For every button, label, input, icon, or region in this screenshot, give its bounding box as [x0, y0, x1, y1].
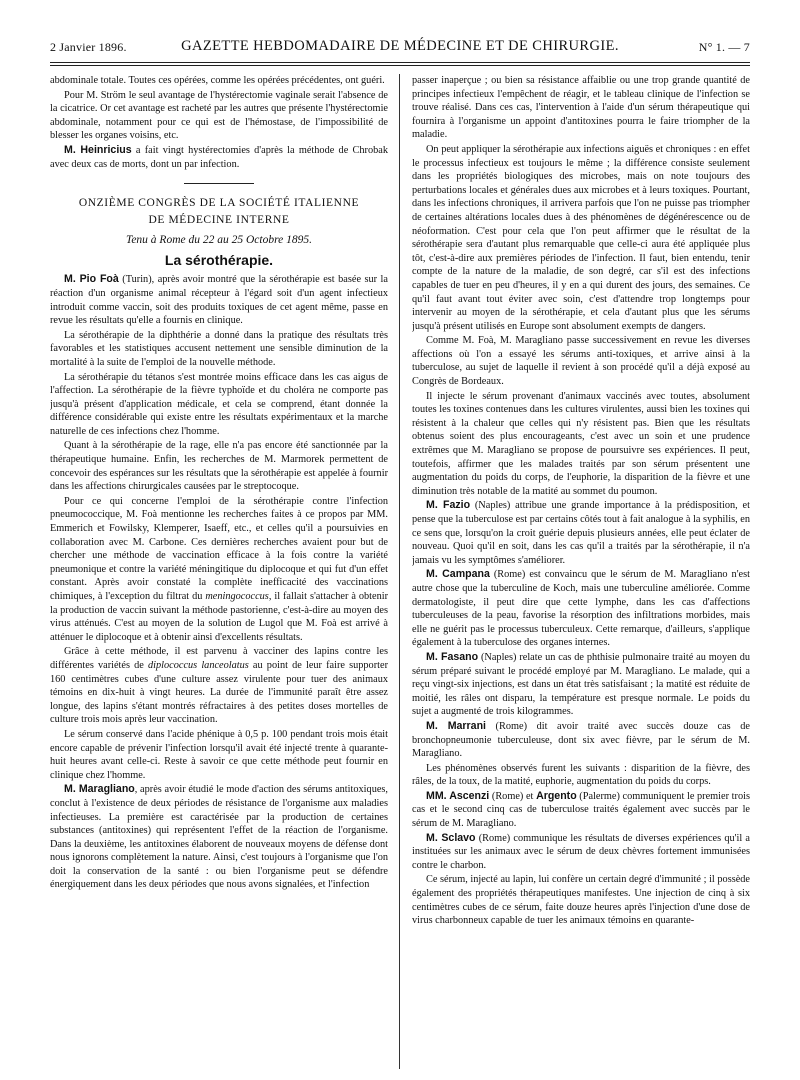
header-title: GAZETTE HEBDOMADAIRE DE MÉDECINE ET DE CHIRURGIE.	[181, 38, 619, 54]
paragraph-text: au point de leur faire supporter 160 centimètres cubes d'une culture assez virulente pour tuer des animaux témoins en dix-huit à vingt heures. La durée de l'immunité paraît être assez longue, des lapins s'étant montrés réfractaires à des petites doses mortelles de culture trois mois après leur vaccination.	[50, 659, 388, 726]
paragraph	[50, 273, 388, 327]
speaker-name: M. Marrani	[426, 719, 486, 732]
paragraph	[412, 499, 750, 567]
section-subtitle: Tenu à Rome du 22 au 25 Octobre 1895.	[125, 234, 312, 247]
paragraph: Ce sérum, injecté au lapin, lui confère un certain degré d'immunité ; il possède également des propriétés thérapeutiques manifestes. Une injection de cinq à six centimètres cubes de ce sérum, faite douze heures après l'injection d'une dose de virus charbonneux capable de tuer les animaux témoins en quarante-	[412, 874, 750, 927]
paragraph	[50, 144, 388, 171]
header-date: 2 Janvier 1896.	[50, 40, 127, 54]
paragraph-text: , après avoir étudié le mode d'action des sérums antitoxiques, conclut à l'existence de deux périodes de résistance de l'organisme aux maladies infectieuses. La première est caractérisée par la production de certaines substances (antitoxines) qui représentent l'effet de la réaction de l'organisme. Dans la deuxième, les antitoxines élaborent de nouveaux moyens de défense dont nous ignorons complètement la nature. Ainsi, c'est toujours à l'organisme que l'on doit la conservation de la santé : ou bien l'organisme peut se défendre énergiquement dans les deux périodes que nous avons signalées, et l'infection	[50, 784, 388, 891]
paragraph: Quant à la sérothérapie de la rage, elle n'a pas encore été sanctionnée par la thérapeutique humaine. Enfin, les recherches de M. Marmorek permettent de concevoir des espérances sur les résultats que la sérothérapie est appelée à fournir dans les affections chirurgicales causées par le streptocoque.	[50, 440, 388, 493]
paragraph	[412, 832, 750, 873]
paragraph-text: (Rome) est convaincu que le sérum de M. Maragliano n'est autre chose que la tuberculine de Koch, mais une tuberculine améliorée. Comme dermatologiste, il peut dire que cette lymphe, dans les cas d'affections tuberculeuses de la peau, favorise la résorption des infiltrations morbides, mais elle ne guérit pas le processus tuberculeux. Cette remarque, d'ailleurs, s'applique également à la tuberculose des organes internes.	[412, 569, 750, 649]
speaker-name: M. Pio Foà	[64, 273, 119, 286]
paragraph: Pour M. Ström le seul avantage de l'hystérectomie vaginale serait l'absence de la cicatrice. Or cet avantage est racheté par les autres que présente l'hystérectomie abdominale, notamment pour ce qui est de l'hémostase, de l'impossibilité de blesser les organes voisins, etc.	[50, 89, 388, 142]
section-title-line-2: DE MÉDECINE INTERNE	[148, 214, 290, 227]
speaker-name: M. Maragliano	[64, 783, 135, 796]
paragraph: passer inaperçue ; ou bien sa résistance affaiblie ou une trop grande quantité de principes infectieux l'empêchent de réagir, et le tableau clinique de l'infection se trouve réalisé. Dans ces cas, l'intervention à l'aide d'un sérum thérapeutique qui fournira à l'organisme un appoint d'antitoxines pourra le faire triompher de la maladie.	[412, 75, 750, 141]
paragraph-text: (Rome) et	[489, 790, 537, 802]
speaker-name: M. Fazio	[426, 499, 471, 512]
section-title: ONZIÈME CONGRÈS DE LA SOCIÉTÉ ITALIENNE	[78, 197, 360, 210]
paragraph: Comme M. Foà, M. Maragliano passe successivement en revue les diverses affections où l'on a essayé les sérums anti-toxiques, et arrive ainsi à la tuberculose, au sujet de laquelle il revient à son procédé qu'il a déjà exposé au Congrès de Bordeaux.	[412, 335, 750, 388]
paragraph-text: Pour ce qui concerne l'emploi de la sérothérapie contre l'infection pneumococcique, M. Foà mentionne les recherches faites à ce propos par MM. Emmerich et Fowilsky, Klemperer, Isaeff, etc., et celles qu'il a poursuivies en collaboration avec M. Carbone. Ces dernières recherches avaient pour but de chercher une méthode de vaccination efficace à la fois contre la variété pneumonique et contre la variété méningitique du diplocoque et qui fut d'un effet constant. Après avoir constaté la complète inefficacité des vaccinations chimiques, à l'exception du filtrat du	[50, 495, 388, 602]
right-column	[412, 74, 750, 1069]
paragraph-text: (Naples) relate un cas de phthisie pulmonaire traité au moyen du sérum préparé suivant le procédé employé par M. Maragliano. Le malade, qui a reçu vingt-six injections, est dans un état très satisfaisant ; la matité est réduite de moitié, les râles ont disparu, la température est presque normale. Le poids du sujet a augmenté de trois kilogrammes.	[412, 651, 750, 718]
paragraph: La sérothérapie du tétanos s'est montrée moins efficace dans les cas aigus de l'affection. La sérothérapie de la fièvre typhoïde et du choléra ne comporte pas jusqu'à présent d'application médicale, et cela se comprend, étant donnée la différence considérable qui existe entre les résultats expérimentaux et la marche naturelle de ces infections chez l'homme.	[50, 371, 388, 437]
header-rule	[50, 62, 750, 66]
paragraph	[50, 645, 388, 727]
paragraph: On peut appliquer la sérothérapie aux infections aiguës et chroniques : en effet le processus infectieux est toujours le même ; la différence consiste seulement dans les propriétés biologiques des microbes, mais on note toujours des perturbations locales et générales dues aux microbes et à leurs toxiques. Pourtant, dans les infections chroniques, il arrivera parfois que l'on ne puisse pas triompher de certaines altérations locales dues à des phénomènes de dégénérescence ou de néoformation. C'est pour cela que l'on peut affirmer que le résultat de la sérothérapie sera d'autant plus remarquable que celle-ci aura été appliquée plus tôt, c'est-à-dire aux premières périodes de l'infection. Il faut, bien entendu, tenir compte de la nature de la maladie, de son degré, car s'il est des infections capables de tuer en peu d'heures, il y en a qui durent des jours, des semaines. Ce qu'il faut avant tout éviter avec soin, c'est d'attendre trop longtemps pour intervenir au moyen de la sérothérapie, et cela d'autant plus que les sérums jusqu'à présent utilisés en Europe sont absolument exempts de dangers.	[412, 143, 750, 332]
speaker-name: M. Sclavo	[426, 831, 476, 844]
italic-term: meningococcus	[205, 591, 269, 602]
paragraph: Il injecte le sérum provenant d'animaux vaccinés avec toutes, absolument toutes les toxines contenues dans les cultures virulentes, aussi bien les toxines qui résistent à la chaleur que celles qui n'y résistent pas. Bien que les résultats obtenus soient des plus encourageants, c'est avec un soin et une prudence extrêmes que M. Maragliano se propose de poursuivre ses expériences. Il peut, toutefois, affirmer que les malades traités par son sérum présentent une augmentation du poids du corps, de l'euphorie, la disparition de la fièvre et une diminution très notable de la matité au sommet du poumon.	[412, 390, 750, 497]
column-rule	[399, 74, 400, 1069]
paragraph	[50, 495, 388, 645]
speaker-name: Argento	[536, 789, 577, 802]
header-page-number: N° 1. — 7	[698, 40, 750, 54]
paragraph-text: (Rome) dit avoir traité avec succès douze cas de bronchopneumonie tuberculeuse, dont six avec fièvre, par le sérum de M. Maragliano.	[412, 720, 750, 760]
section-divider	[184, 183, 254, 184]
paragraph: La sérothérapie de la diphthérie a donné dans la pratique des résultats très favorables et les statistiques accusent nettement une sensible diminution de la mortalité à la suite de l'emploi de la nouvelle méthode.	[50, 329, 388, 368]
speaker-name: M. Fasano	[426, 650, 479, 663]
paragraph-text: (Naples) attribue une grande importance à la prédisposition, et pense que la tuberculose est par certains côtés tout à fait analogue à la syphilis, en ce sens que, lorsqu'on la croit guérie depuis plusieurs années, elle peut éclater de nouveau. Quoi qu'il en soit, dans les cas qu'il a traités par la sérothérapie, il n'a jamais vu les symptômes s'améliorer.	[412, 500, 750, 566]
left-column	[50, 74, 388, 1069]
section-heading: La sérothérapie.	[164, 251, 274, 268]
paragraph-text: a fait vingt hystérectomies d'après la méthode de Chrobak avec deux cas de morts, dont un par infection.	[50, 144, 388, 170]
paragraph: abdominale totale. Toutes ces opérées, comme les opérées précédentes, ont guéri.	[50, 75, 385, 86]
paragraph	[412, 651, 750, 719]
paragraph-text: (Palerme) communiquent le premier trois cas et le second cinq cas de tuberculose traités également avec succès par le sérum de M. Maragliano.	[412, 790, 750, 830]
speaker-name: M. Campana	[426, 568, 490, 581]
italic-term: diplococcus lanceolatus	[148, 659, 249, 671]
paragraph	[412, 720, 750, 761]
paragraph: Les phénomènes observés furent les suivants : disparition de la fièvre, des râles, de la toux, de la matité, euphorie, augmentation du poids du corps.	[412, 762, 750, 788]
running-header	[50, 34, 750, 60]
paragraph: Le sérum conservé dans l'acide phénique à 0,5 p. 100 pendant trois mois était encore capable de prévenir l'infection lorsqu'il avait été injecté trente à quarante-huit heures avant celle-ci. Reste à savoir ce que cette méthode peut fournir en clinique chez l'homme.	[50, 728, 388, 781]
speaker-name: M. Heinricius	[64, 143, 132, 156]
paragraph	[50, 783, 388, 892]
paragraph	[412, 568, 750, 650]
paragraph-text: , il fallait s'attacher à obtenir la production de vaccin suivant la méthode pastorienne, c'est-à-dire au moyen des virus atténués. C'est au moyen de la solution de Lugol que M. Foà est arrivé à atténuer le diplocoque et à obtenir ainsi d'excellents résultats.	[50, 591, 388, 643]
paragraph-text: (Turin), après avoir montré que la sérothérapie est basée sur la réaction d'un organisme animal récepteur à l'égard soit d'un agent infectieux introduit comme vaccin, soit des produits toxiques de cet agent même, passe en revue les résultats qu'elle a fournis en clinique.	[50, 274, 388, 327]
paragraph-text: Grâce à cette méthode, il est parvenu à vacciner des lapins contre les différentes variétés de	[50, 646, 388, 671]
paragraph	[412, 790, 750, 831]
speaker-name: MM. Ascenzi	[426, 789, 490, 802]
paragraph-text: (Rome) communique les résultats de diverses expériences qu'il a instituées sur les animaux avec le sérum de deux chèvres fortement immunisées contre le charbon.	[412, 832, 750, 871]
